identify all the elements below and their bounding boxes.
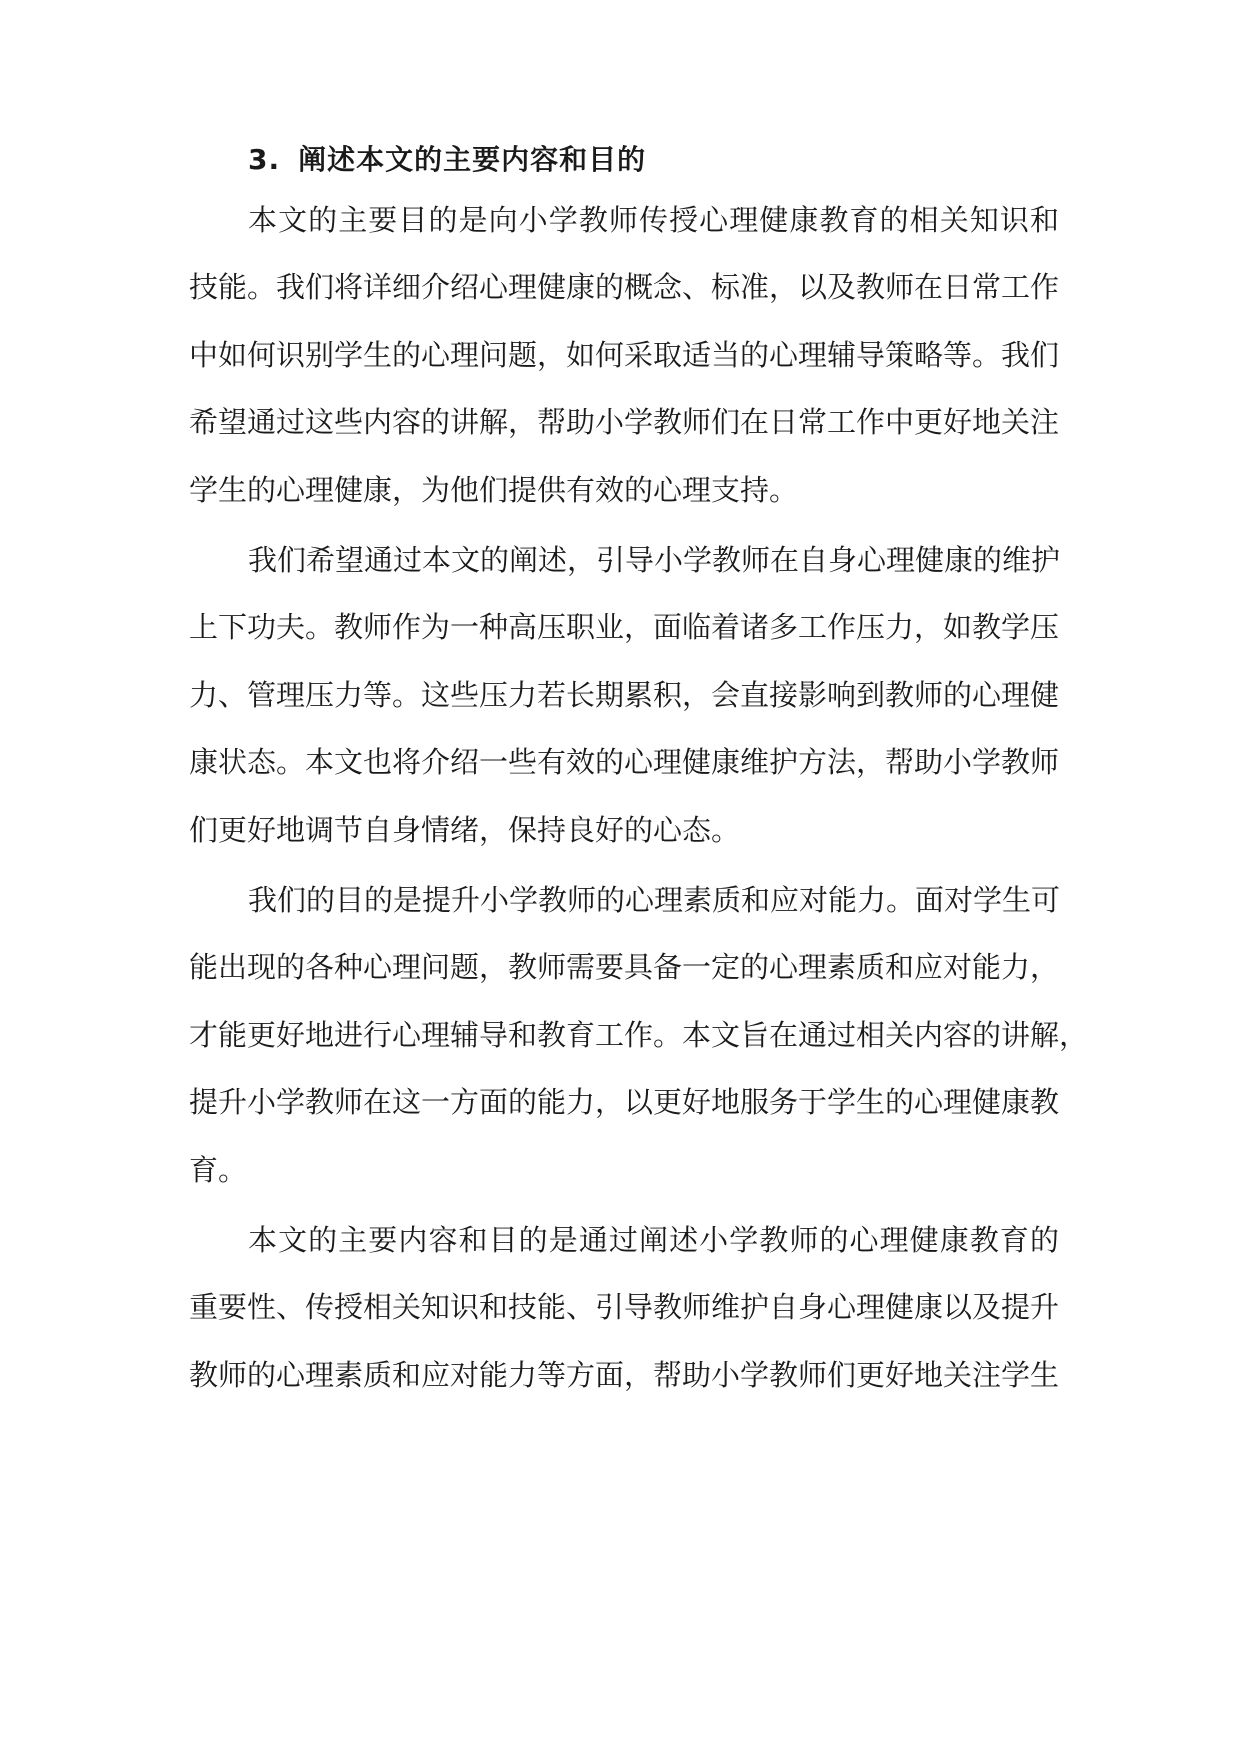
paragraph-1-line-4: 希望通过这些内容的讲解，帮助小学教师们在日常工作中更好地关注	[189, 405, 1060, 439]
paragraph-2-line-5: 们更好地调节自身情绪，保持良好的心态。	[189, 813, 741, 847]
paragraph-3-line-4: 提升小学教师在这一方面的能力，以更好地服务于学生的心理健康教	[189, 1085, 1060, 1119]
section-title: 阐述本文的主要内容和目的	[298, 143, 647, 176]
paragraph-3-line-2: 能出现的各种心理问题，教师需要具备一定的心理素质和应对能力，	[189, 950, 1060, 984]
paragraph-1-line-2: 技能。我们将详细介绍心理健康的概念、标准，以及教师在日常工作	[189, 270, 1060, 304]
paragraph-1-line-1: 本文的主要目的是向小学教师传授心理健康教育的相关知识和	[248, 203, 1059, 237]
section-number: 3.	[248, 143, 281, 176]
paragraph-4-line-3: 教师的心理素质和应对能力等方面，帮助小学教师们更好地关注学生	[189, 1358, 1060, 1392]
paragraph-2-line-3: 力、管理压力等。这些压力若长期累积，会直接影响到教师的心理健	[189, 678, 1060, 712]
paragraph-1-line-3: 中如何识别学生的心理问题，如何采取适当的心理辅导策略等。我们	[189, 338, 1060, 372]
paragraph-2-line-4: 康状态。本文也将介绍一些有效的心理健康维护方法，帮助小学教师	[189, 745, 1060, 779]
paragraph-3-line-1: 我们的目的是提升小学教师的心理素质和应对能力。面对学生可	[248, 883, 1061, 917]
paragraph-2-line-1: 我们希望通过本文的阐述，引导小学教师在自身心理健康的维护	[248, 543, 1061, 577]
paragraph-2-line-2: 上下功夫。教师作为一种高压职业，面临着诸多工作压力，如教学压	[189, 610, 1060, 644]
paragraph-1-line-5: 学生的心理健康，为他们提供有效的心理支持。	[189, 473, 799, 507]
paragraph-3-line-3: 才能更好地进行心理辅导和教育工作。本文旨在通过相关内容的讲解，	[189, 1018, 1089, 1052]
paragraph-3-line-5: 育。	[189, 1153, 248, 1187]
paragraph-4-line-1: 本文的主要内容和目的是通过阐述小学教师的心理健康教育的	[248, 1223, 1059, 1257]
paragraph-4-line-2: 重要性、传授相关知识和技能、引导教师维护自身心理健康以及提升	[189, 1290, 1060, 1324]
section-heading	[248, 140, 646, 180]
